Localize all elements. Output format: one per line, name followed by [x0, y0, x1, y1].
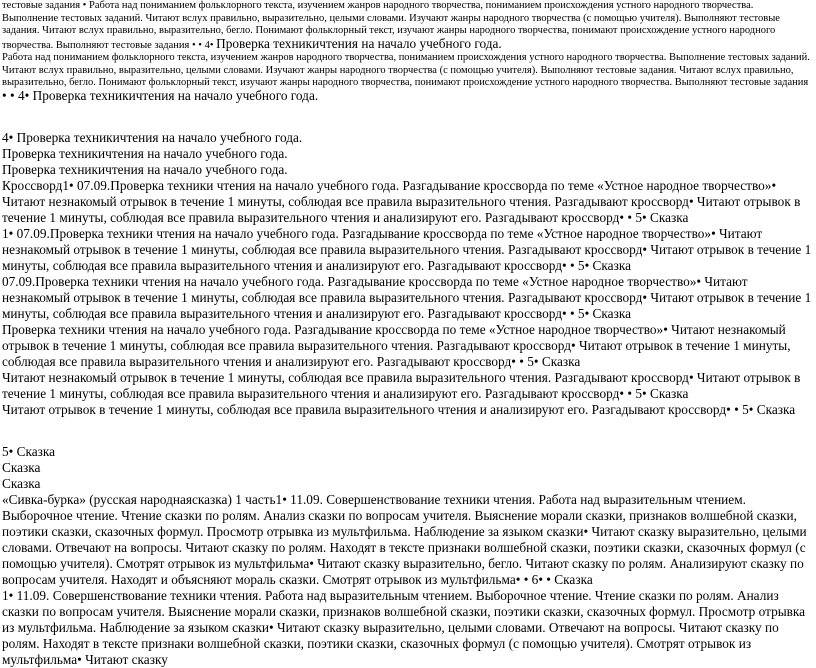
paragraph-1	[0, 0, 816, 52]
paragraph-1-heading: Проверка техникичтения на начало учебного года.	[216, 35, 502, 51]
paragraph-2	[0, 52, 816, 104]
heading-line-2: Проверка техникичтения на начало учебного года.	[2, 146, 288, 161]
paragraph-2-body: Работа над пониманием фольклорного текста, изучением жанров народного творчества, пониманием происхождения устного народного творчества. Выполнение тестовых заданий. Читают вслух правильно, выразительно, целыми словами. Изучают жанры народного творчества (с помощью учителя). Выполняют тестовые задания. Читают вслух правильно, выразительно, бегло. Понимают фольклорный текст, изучают жанры народного творчества, понимают происхождение устного народного творчества. Выполняют тестовые задания	[2, 52, 810, 88]
paragraph-1-body: тестовые задания • Работа над пониманием фольклорного текста, изучением жанров народного творчества, пониманием происхождения устного народного творчества. Выполнение тестовых заданий. Читают вслух правильно, выразительно, целыми словами. Изучают жанры народного творчества (с помощью учителя). Выполняют тестовые задания. Читают вслух правильно, выразительно, бегло. Понимают фольклорный текст, изучают жанры народного творчества, понимают происхождение устного народного творчества. Выполняют тестовые задания • • 4•	[2, 0, 780, 51]
crossword-paragraph-5: Читают незнакомый отрывок в течение 1 минуты, соблюдая все правила выразительного чтения. Разгадывают кроссворд• Читают отрывок в течение 1 минуты, соблюдая все правила выразительного чтения и анализируют его. Разгадывают кроссворд• • 5• Сказка	[2, 370, 801, 401]
tale-line-2: Сказка	[2, 460, 41, 475]
heading-line-1: 4• Проверка техникичтения на начало учебного года.	[2, 130, 303, 145]
lesson-paragraph: 1• 11.09. Совершенствование техники чтения. Работа над выразительным чтением. Выборочное чтение. Чтение сказки по ролям. Анализ сказки по вопросам учителя. Выяснение морали сказки, признаков волшебной сказки, поэтики сказки, сказочных формул. Просмотр отрывка из мультфильма. Наблюдение за языком сказки• Читают сказку выразительно, целыми словами. Отвечают на вопросы. Читают сказку по ролям. Находят в тексте признаки волшебной сказки, поэтики сказки, сказочных формул (с помощью учителя). Смотрят отрывок из мультфильма• Читают сказку	[2, 588, 806, 667]
crossword-paragraph-6: Читают отрывок в течение 1 минуты, соблюдая все правила выразительного чтения и анализируют его. Разгадывают кроссворд• • 5• Сказка	[2, 402, 796, 417]
crossword-paragraph-2: 1• 07.09.Проверка техники чтения на начало учебного года. Разгадывание кроссворда по теме «Устное народное творчество»• Читают незнакомый отрывок в течение 1 минуты, соблюдая все правила выразительного чтения. Разгадывают кроссворд• Читают отрывок в течение 1 минуты, соблюдая все правила выразительного чтения и анализируют его. Разгадывают кроссворд• • 5• Сказка	[2, 226, 812, 273]
paragraph-2-heading: • • 4• Проверка техникичтения на начало учебного года.	[2, 87, 319, 103]
tale-line-3: Сказка	[2, 476, 41, 491]
sivka-burka-paragraph: «Сивка-бурка» (русская народнаясказка) 1 часть1• 11.09. Совершенствование техники чтения. Работа над выразительным чтением. Выборочное чтение. Чтение сказки по ролям. Анализ сказки по вопросам учителя. Выяснение морали сказки, признаков волшебной сказки, поэтики сказки, сказочных формул. Просмотр отрывка из мультфильма. Наблюдение за языком сказки• Читают сказку выразительно, целыми словами. Отвечают на вопросы. Читают сказку по ролям. Находят в тексте признаки волшебной сказки, поэтики сказки, сказочных формул (с помощью учителя). Смотрят отрывок из мультфильма• Читают сказку выразительно, бегло. Читают сказку по ролям. Анализируют сказку по вопросам учителя. Находят и объясняют мораль сказки. Смотрят отрывок из мультфильма• • 6• • Сказка	[2, 492, 807, 587]
crossword-paragraph-3: 07.09.Проверка техники чтения на начало учебного года. Разгадывание кроссворда по теме «Устное народное творчество»• Читают незнакомый отрывок в течение 1 минуты, соблюдая все правила выразительного чтения. Разгадывают кроссворд• Читают отрывок в течение 1 минуты, соблюдая все правила выразительного чтения и анализируют его. Разгадывают кроссворд• • 5• Сказка	[2, 274, 812, 321]
heading-line-3: Проверка техникичтения на начало учебного года.	[2, 162, 288, 177]
crossword-paragraph-4: Проверка техники чтения на начало учебного года. Разгадывание кроссворда по теме «Устное народное творчество»• Читают незнакомый отрывок в течение 1 минуты, соблюдая все правила выразительного чтения. Разгадывают кроссворд• Читают отрывок в течение 1 минуты, соблюдая все правила выразительного чтения и анализируют его. Разгадывают кроссворд• • 5• Сказка	[2, 322, 791, 369]
tale-line-1: 5• Сказка	[2, 444, 56, 459]
crossword-paragraph-1: Кроссворд1• 07.09.Проверка техники чтения на начало учебного года. Разгадывание кроссворда по теме «Устное народное творчество»• Читают незнакомый отрывок в течение 1 минуты, соблюдая все правила выразительного чтения. Разгадывают кроссворд• Читают отрывок в течение 1 минуты, соблюдая все правила выразительного чтения и анализируют его. Разгадывают кроссворд• • 5• Сказка	[2, 178, 801, 225]
